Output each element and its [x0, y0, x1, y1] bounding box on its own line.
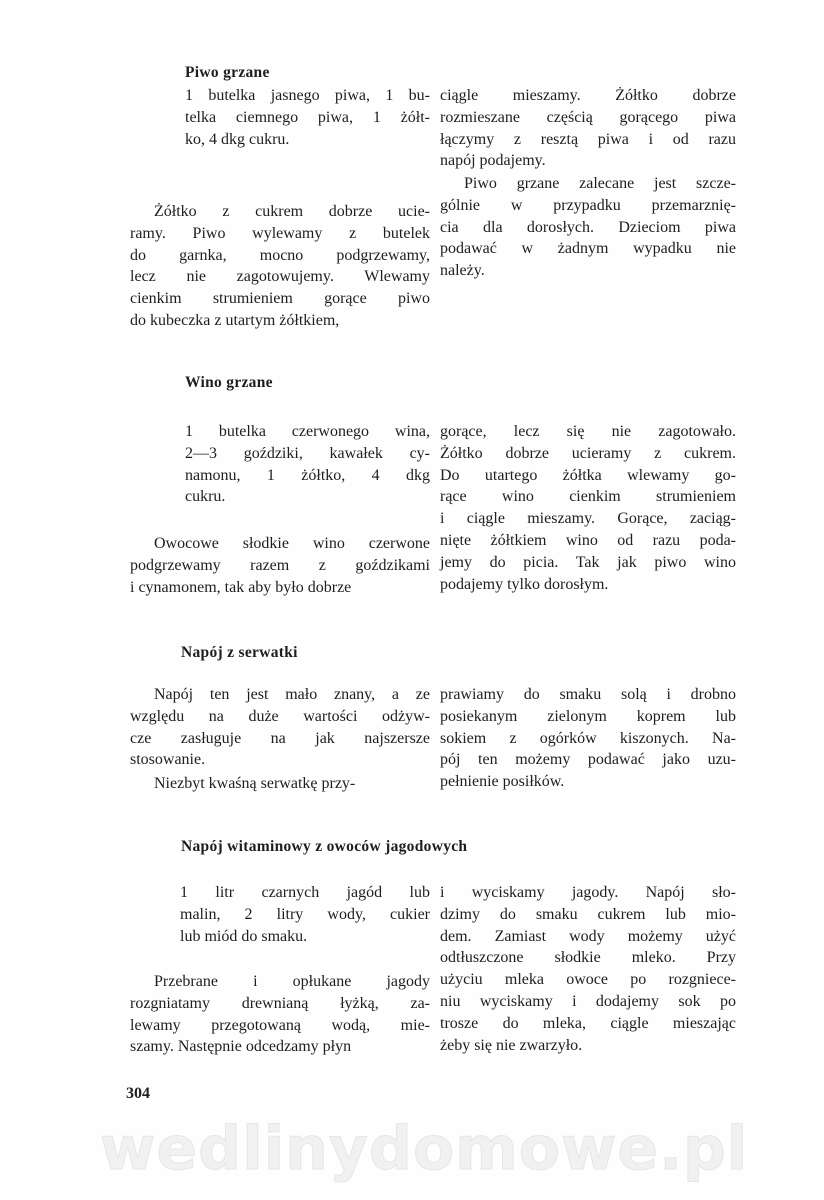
paragraph: [440, 173, 736, 282]
text-line: cia dla dorosłych. Dzieciom piwa: [440, 218, 736, 236]
text-line: użyciu mleka owoce po rozgniece-: [440, 971, 736, 989]
text-line: rące wino cienkim strumieniem: [440, 488, 736, 506]
paragraph: [130, 971, 430, 1058]
text-line: ciągle mieszamy. Żółtko dobrze: [440, 87, 736, 104]
recipe-title: Piwo grzane: [185, 64, 270, 81]
text-line: nięte żółtkiem wino od razu poda-: [440, 531, 736, 549]
paragraph: [440, 421, 736, 595]
text-line: Przebrane i opłukane jagody: [154, 973, 430, 990]
paragraph: [130, 201, 430, 332]
text-line: podgrzewamy razem z goździkami: [130, 556, 430, 574]
text-line: malin, 2 litry wody, cukier: [180, 905, 430, 923]
ingredients: [185, 85, 430, 150]
text-line: dem. Zamiast wody możemy użyć: [440, 927, 736, 945]
text-line: pój ten możemy podawać jako uzu-: [440, 751, 736, 769]
text-line: podajemy tylko dorosłym.: [440, 575, 609, 593]
text-line: i ciągle mieszamy. Gorące, zaciąg-: [440, 510, 736, 528]
text-line: ramy. Piwo wylewamy z butelek: [130, 224, 430, 242]
ingredients: [185, 421, 430, 508]
text-line: odtłuszczone słodkie mleko. Przy: [440, 949, 736, 967]
text-line: gorące, lecz się nie zagotowało.: [440, 423, 736, 440]
text-line: rozgniatamy drewnianą łyżką, za-: [130, 994, 430, 1012]
text-line: i cynamonem, tak aby było dobrze: [130, 578, 352, 596]
text-line: lewamy przegotowaną wodą, mie-: [130, 1016, 430, 1034]
text-line: podawać w żadnym wypadku nie: [440, 240, 736, 258]
text-line: posiekanym zielonym koprem lub: [440, 707, 736, 725]
text-line: Do utartego żółtka wlewamy go-: [440, 466, 736, 484]
text-line: 1 litr czarnych jagód lub: [180, 884, 430, 901]
text-line: do garnka, mocno podgrzewamy,: [130, 246, 430, 264]
text-line: jemy do picia. Tak jak piwo wino: [440, 553, 736, 571]
text-line: rozmieszane częścią gorącego piwa: [440, 108, 736, 126]
recipe-title: Napój z serwatki: [181, 644, 298, 661]
text-line: Żółtko z cukrem dobrze ucie-: [154, 203, 430, 220]
text-line: stosowanie.: [130, 751, 206, 769]
text-line: Owocowe słodkie wino czerwone: [154, 535, 430, 552]
text-line: Żółtko dobrze ucieramy z cukrem.: [440, 444, 736, 462]
text-line: niu wyciskamy i dodajemy sok po: [440, 992, 736, 1010]
text-line: 1 butelka czerwonego wina,: [185, 423, 430, 440]
text-line: 2—3 goździki, kawałek cy-: [185, 444, 430, 462]
text-line: względu na duże wartości odżyw-: [130, 707, 430, 725]
paragraph: [440, 882, 736, 1056]
text-line: ko, 4 dkg cukru.: [185, 130, 290, 148]
text-line: 1 butelka jasnego piwa, 1 bu-: [185, 87, 430, 104]
text-line: cze zasługuje na jak najszersze: [130, 729, 430, 747]
text-line: i wyciskamy jagody. Napój sło-: [440, 884, 736, 901]
paragraph: [440, 684, 736, 793]
text-line: lecz nie zagotowujemy. Wlewamy: [130, 268, 430, 286]
text-line: cienkim strumieniem gorące piwo: [130, 290, 430, 308]
page-number: 304: [126, 1085, 150, 1102]
text-line: telka ciemnego piwa, 1 żółt-: [185, 108, 430, 126]
text-line: cukru.: [185, 488, 226, 506]
text-line: lub miód do smaku.: [180, 927, 308, 945]
text-line: żeby się nie zwarzyło.: [440, 1036, 583, 1054]
text-line: trosze do mleka, ciągle mieszając: [440, 1014, 736, 1032]
paragraph: [440, 85, 736, 172]
ingredients: [180, 882, 430, 947]
text-line: napój podajemy.: [440, 152, 546, 170]
text-line: namonu, 1 żółtko, 4 dkg: [185, 466, 430, 484]
paragraph: [130, 684, 430, 771]
text-line: Piwo grzane zalecane jest szcze-: [464, 175, 736, 192]
text-line: Napój ten jest mało znany, a ze: [154, 686, 430, 703]
recipe-title: Wino grzane: [185, 374, 273, 391]
text-line: dzimy do smaku cukrem lub mio-: [440, 905, 736, 923]
paragraph: [130, 533, 430, 598]
text-line: do kubeczka z utartym żółtkiem,: [130, 311, 340, 329]
text-line: Niezbyt kwaśną serwatkę przy-: [154, 775, 356, 792]
paragraph: [130, 773, 430, 795]
text-line: prawiamy do smaku solą i drobno: [440, 686, 736, 703]
text-line: łączymy z resztą piwa i od razu: [440, 130, 736, 148]
text-line: gólnie w przypadku przemarznię-: [440, 196, 736, 214]
recipe-title: Napój witaminowy z owoców jagodowych: [181, 838, 468, 855]
watermark: wedlinydomowe.pl: [100, 1114, 749, 1184]
text-line: pełnienie posiłków.: [440, 773, 565, 791]
text-line: należy.: [440, 262, 485, 280]
text-line: sokiem z ogórków kiszonych. Na-: [440, 729, 736, 747]
text-line: szamy. Następnie odcedzamy płyn: [130, 1038, 352, 1056]
